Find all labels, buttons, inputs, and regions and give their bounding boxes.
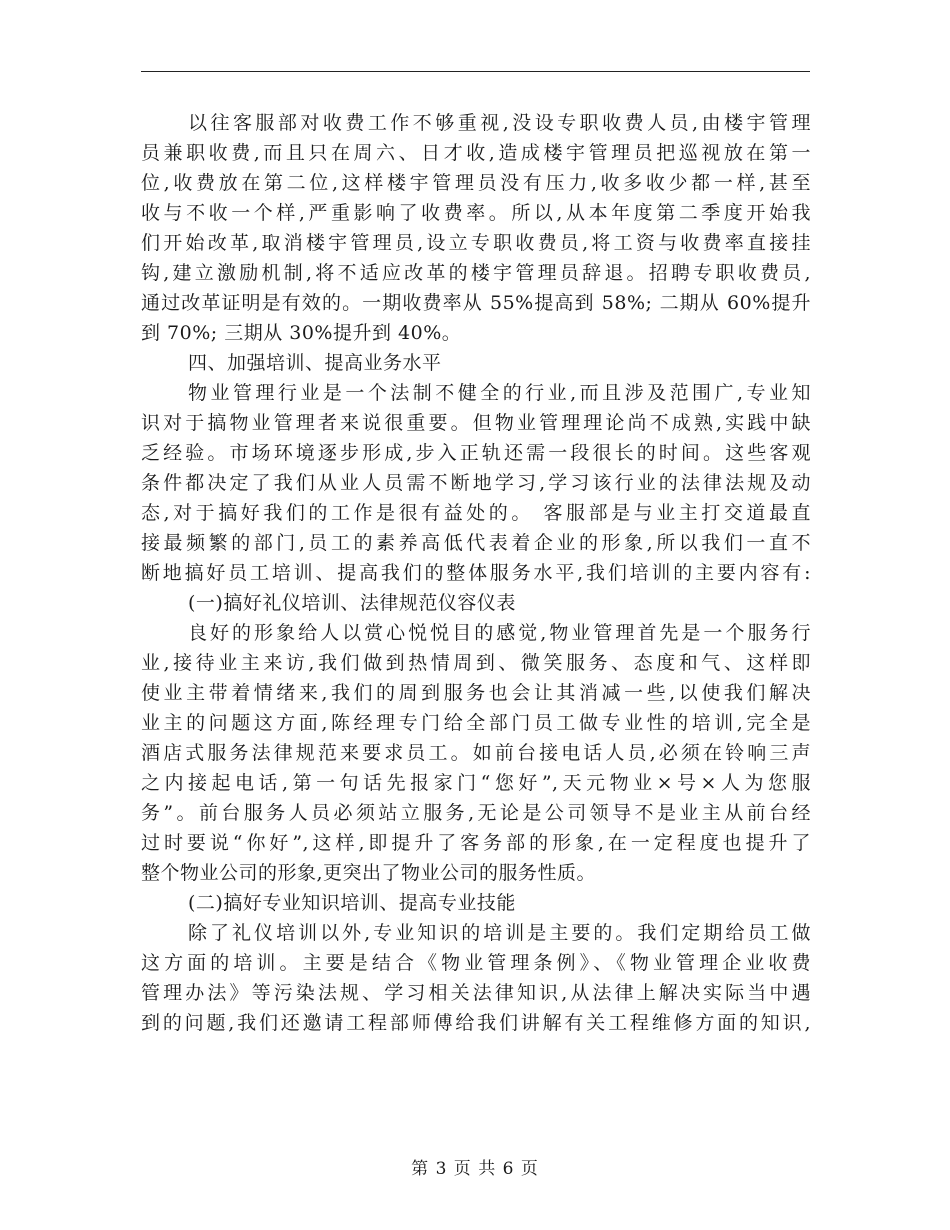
text-line: (一)搞好礼仪培训、法律规范仪容仪表: [188, 592, 516, 614]
text-line: 态,对于搞好我们的工作是很有益处的。 客服部是与业主打交道最直: [141, 502, 811, 524]
text-line: 识对于搞物业管理者来说很重要。但物业管理理论尚不成熟,实践中缺: [141, 412, 811, 434]
text-line: 这方面的培训。主要是结合《物业管理条例》、《物业管理企业收费: [141, 952, 811, 974]
text-line: 们开始改革,取消楼宇管理员,设立专职收费员,将工资与收费率直接挂: [141, 232, 811, 254]
text-line: 到 70%; 三期从 30%提升到 40%。: [141, 322, 462, 344]
text-line: 管理办法》等污染法规、学习相关法律知识,从法律上解决实际当中遇: [141, 982, 811, 1004]
text-line: 业,接待业主来访,我们做到热情周到、微笑服务、态度和气、这样即: [141, 652, 811, 674]
text-line: 钩,建立激励机制,将不适应改革的楼宇管理员辞退。招聘专职收费员,: [141, 262, 811, 284]
text-line: 断地搞好员工培训、提高我们的整体服务水平,我们培训的主要内容有:: [141, 562, 811, 584]
text-line: 四、加强培训、提高业务水平: [188, 352, 442, 374]
text-line: 位,收费放在第二位,这样楼宇管理员没有压力,收多收少都一样,甚至: [141, 172, 811, 194]
text-line: 员兼职收费,而且只在周六、日才收,造成楼宇管理员把巡视放在第一: [141, 142, 811, 164]
text-line: 到的问题,我们还邀请工程部师傅给我们讲解有关工程维修方面的知识,: [141, 1012, 811, 1034]
text-line: 使业主带着情绪来,我们的周到服务也会让其消减一些,以使我们解决: [141, 682, 811, 704]
text-line: 务”。前台服务人员必须站立服务,无论是公司领导不是业主从前台经: [141, 802, 811, 824]
text-line: 业主的问题这方面,陈经理专门给全部门员工做专业性的培训,完全是: [141, 712, 811, 734]
text-line: 过时要说“你好”,这样,即提升了客务部的形象,在一定程度也提升了: [141, 832, 811, 854]
text-line: 良好的形象给人以赏心悦悦目的感觉,物业管理首先是一个服务行: [188, 622, 811, 644]
header-rule: [141, 71, 810, 72]
text-line: 除了礼仪培训以外,专业知识的培训是主要的。我们定期给员工做: [188, 922, 811, 944]
text-line: (二)搞好专业知识培训、提高专业技能: [188, 892, 516, 914]
text-line: 以往客服部对收费工作不够重视,没设专职收费人员,由楼宇管理: [188, 112, 811, 134]
document-body: [141, 108, 811, 1038]
text-line: 物业管理行业是一个法制不健全的行业,而且涉及范围广,专业知: [188, 382, 811, 404]
text-line: 收与不收一个样,严重影响了收费率。所以,从本年度第二季度开始我: [141, 202, 811, 224]
text-line: 酒店式服务法律规范来要求员工。如前台接电话人员,必须在铃响三声: [141, 742, 811, 764]
text-line: 乏经验。市场环境逐步形成,步入正轨还需一段很长的时间。这些客观: [141, 442, 811, 464]
text-line: 条件都决定了我们从业人员需不断地学习,学习该行业的法律法规及动: [141, 472, 811, 494]
text-line: 之内接起电话,第一句话先报家门“您好”,天元物业×号×人为您服: [141, 772, 811, 794]
text-line: 通过改革证明是有效的。一期收费率从 55%提高到 58%; 二期从 60%提升: [141, 292, 811, 314]
text-line: 整个物业公司的形象,更突出了物业公司的服务性质。: [141, 862, 597, 884]
page-footer: 第 3 页 共 6 页: [411, 1159, 539, 1179]
text-line: 接最频繁的部门,员工的素养高低代表着企业的形象,所以我们一直不: [141, 532, 811, 554]
